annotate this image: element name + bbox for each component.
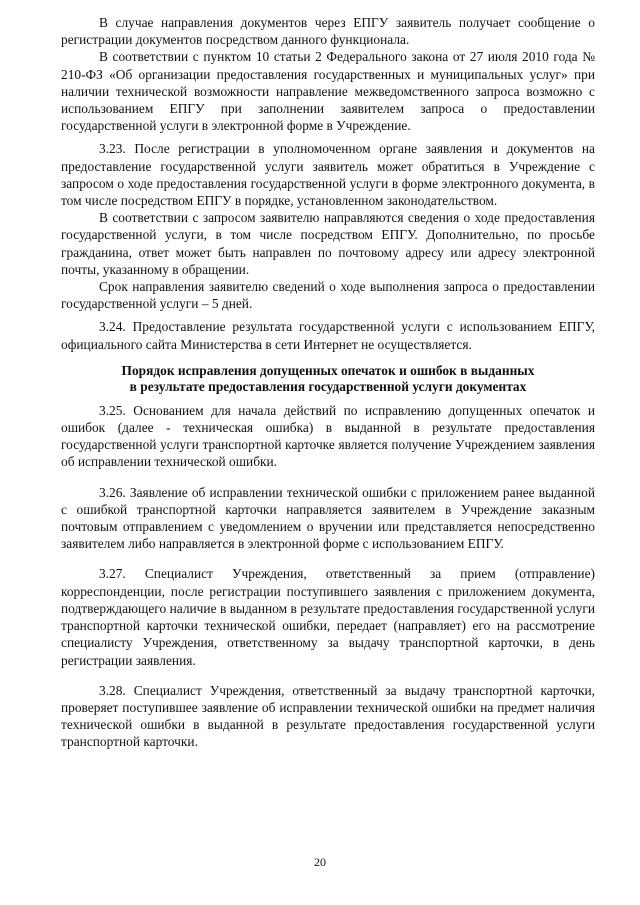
section-heading-line-2: в результате предоставления государственной услуги документах [129, 378, 527, 394]
section-heading-line-1: Порядок исправления допущенных опечаток и ошибок в выданных [121, 362, 535, 378]
paragraph-3-23-term: Срок направления заявителю сведений о ходе выполнения запроса о предоставлении государственной услуги – 5 дней. [61, 279, 595, 312]
document-page [61, 14, 595, 751]
paragraph-3-28: 3.28. Специалист Учреждения, ответственный за выдачу транспортной карточки, проверяет поступившее заявление об исправлении технической ошибки на предмет наличия технической ошибки в выданной в результате предоставления государственной услуги транспортной карточки. [61, 682, 595, 750]
paragraph-3-27: 3.27. Специалист Учреждения, ответственный за прием (отправление) корреспонденции, после регистрации поступившего заявления с приложением документа, подтверждающего наличие в выданном в результате предоставления государственной услуги транспортной карточки технической ошибки, передает (направляет) его на рассмотрение специалисту Учреждения, ответственному за выдачу транспортной карточки, в день регистрации заявления. [61, 566, 595, 668]
paragraph-3-26: 3.26. Заявление об исправлении технической ошибки с приложением ранее выданной с ошибкой транспортной карточки направляется заявителем в Учреждение заказным почтовым отправлением с уведомлением о вручении или представляется непосредственно заявителем либо направляется в электронной форме с использованием ЕПГУ. [61, 484, 595, 552]
section-heading [61, 363, 595, 395]
paragraph-3-25: 3.25. Основанием для начала действий по исправлению допущенных опечаток и ошибок (далее - техническая ошибка) в выданной в результате предоставления государственной услуги транспортной карточке является получение Учреждением заявления об исправлении технической ошибки. [61, 402, 595, 470]
paragraph-federal-law: В соответствии с пунктом 10 статьи 2 Федерального закона от 27 июля 2010 года № 210-ФЗ «Об организации предоставления государственных и муниципальных услуг» при наличии технической возможности направление межведомственного запроса возможно с использованием ЕПГУ при заполнении заявителем запроса о предоставлении государственной услуги в электронной форме в Учреждение. [61, 49, 595, 134]
page-number: 20 [314, 855, 326, 869]
paragraph-3-24: 3.24. Предоставление результата государственной услуги с использованием ЕПГУ, официального сайта Министерства в сети Интернет не осуществляется. [61, 319, 595, 352]
paragraph-epgu-notification: В случае направления документов через ЕПГУ заявитель получает сообщение о регистрации документов посредством данного функционала. [61, 15, 595, 48]
paragraph-3-23-info: В соответствии с запросом заявителю направляются сведения о ходе предоставления государственной услуги, в том числе посредством ЕПГУ. Дополнительно, по просьбе гражданина, ответ может быть направлен по почтовому адресу или адресу электронной почты, указанному в обращении. [61, 210, 595, 277]
paragraph-3-23: 3.23. После регистрации в уполномоченном органе заявления и документов на предоставление государственной услуги заявитель может обратиться в Учреждение с запросом о ходе предоставления государственной услуги в форме электронного документа, в том числе посредством ЕПГУ в порядке, установленном законодательством. [61, 141, 595, 209]
